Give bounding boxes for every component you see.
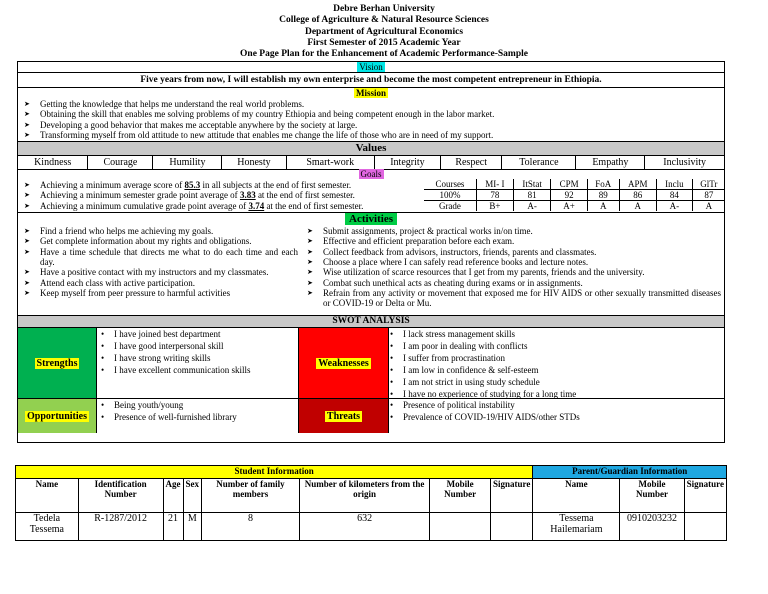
activity-item: ➤ Choose a place where I can safely read reference books and lecture notes. <box>301 257 721 267</box>
weakness-item: • I am not strict in using study schedule <box>386 376 724 388</box>
weaknesses-content <box>389 328 724 399</box>
activity-item: ➤ Have a positive contact with my instructors and my classmates. <box>18 267 298 277</box>
grades-row <box>424 179 725 190</box>
activity-item: ➤ Refrain from any activity or movement that exposed me for HIV AIDS or other sexually transmitted diseases or COVID-19 or Delta or Mu. <box>301 288 721 309</box>
parent-column-header: Signature <box>684 479 726 513</box>
strengths-list <box>97 328 298 376</box>
goal-target-value: 3.83 <box>239 190 256 201</box>
activity-item: ➤ Combat such unethical acts as cheating during exams or in assignments. <box>301 278 721 288</box>
activity-item: ➤ Submit assignments, project & practical works in/on time. <box>301 226 721 236</box>
mission-item: ➤ Obtaining the skill that enables me solving problems of my country Ethiopia and being competent enough in the labor market. <box>18 109 724 119</box>
goal-item <box>18 190 423 200</box>
student-column-header: Number of family members <box>202 479 300 513</box>
student-info-cell: M <box>183 513 202 541</box>
opportunities-label: Opportunities <box>26 410 87 422</box>
parent-column-header: Name <box>533 479 620 513</box>
student-column-header: Sex <box>183 479 202 513</box>
goal-text: Achieving a minimum semester grade point average of <box>40 190 240 201</box>
student-column-header: Number of kilometers from the origin <box>299 479 429 513</box>
grades-cell: Inclu <box>656 179 692 190</box>
mission-item: ➤ Getting the knowledge that helps me understand the real world problems. <box>18 99 724 109</box>
grades-cell: A <box>587 201 619 212</box>
activities-heading-row <box>18 213 724 226</box>
grades-cell: 78 <box>476 190 513 201</box>
weakness-item: • I lack stress management skills <box>386 328 724 340</box>
activity-item: ➤ Get complete information about my rights and obligations. <box>18 236 298 246</box>
activities-right-list <box>301 226 721 308</box>
grades-cell: ItStat <box>513 179 550 190</box>
student-column-header: Identification Number <box>78 479 163 513</box>
opportunities-list <box>97 399 298 423</box>
weakness-item: • I am poor in dealing with conflicts <box>386 340 724 352</box>
strengths-content <box>97 328 299 399</box>
grades-cell: MI- I <box>476 179 513 190</box>
grades-cell: A- <box>656 201 692 212</box>
strengths-label: Strengths <box>36 357 78 369</box>
student-info-heading: Student Information <box>16 466 533 479</box>
department-name: Department of Agricultural Economics <box>304 27 464 37</box>
weakness-item: • I have no experience of studying for a long time <box>386 388 724 400</box>
value-cell: Inclusivity <box>645 156 724 169</box>
student-column-header: Signature <box>491 479 533 513</box>
goal-text: at the end of first semester. <box>264 200 364 211</box>
parent-column-header: Mobile Number <box>620 479 684 513</box>
grades-cell: 86 <box>619 190 656 201</box>
parent-info-heading: Parent/Guardian Information <box>533 466 727 479</box>
threats-content <box>389 399 724 433</box>
semester-line: First Semester of 2015 Academic Year <box>307 38 461 48</box>
opportunity-item: • Presence of well-furnished library <box>97 411 298 423</box>
information-data-row <box>16 513 727 541</box>
activity-item: ➤ Attend each class with active participation. <box>18 278 298 288</box>
swot-heading: SWOT ANALYSIS <box>18 316 724 328</box>
grades-row <box>424 201 725 212</box>
strengths-cell <box>18 328 97 399</box>
grades-cell: 100% <box>424 190 476 201</box>
value-cell: Courage <box>88 156 153 169</box>
grades-cell: CPM <box>551 179 588 190</box>
goal-text: Achieving a minimum cumulative grade point average of <box>40 200 249 211</box>
student-info-cell <box>491 513 533 541</box>
values-table <box>18 156 724 169</box>
student-column-header: Name <box>16 479 79 513</box>
strength-item: • I have strong writing skills <box>97 352 298 364</box>
student-info-cell: Tedela Tessema <box>16 513 79 541</box>
goal-target-value: 85.3 <box>184 180 201 191</box>
goals-section <box>18 179 724 213</box>
student-info-cell: 632 <box>299 513 429 541</box>
mission-item: ➤ Transforming myself from old attitude to new attitude that enables me change the life of those who are in need of my support. <box>18 130 724 140</box>
grades-cell: 87 <box>692 190 725 201</box>
grades-cell: 89 <box>587 190 619 201</box>
weaknesses-cell <box>299 328 389 399</box>
goal-text: at the end of first semester. <box>255 190 355 201</box>
goal-text: in all subjects at the end of first semester. <box>200 180 352 191</box>
grades-cell: GlTr <box>692 179 725 190</box>
plan-title: One Page Plan for the Enhancement of Academic Performance-Sample <box>240 49 528 59</box>
value-cell: Integrity <box>374 156 440 169</box>
threats-label: Threats <box>326 410 361 422</box>
student-column-header: Mobile Number <box>430 479 491 513</box>
opportunities-content <box>97 399 299 433</box>
parent-info-cell: Tessema Hailemariam <box>533 513 620 541</box>
vision-statement: Five years from now, I will establish my own enterprise and become the most competent entrepreneur in Ethiopia. <box>18 73 724 88</box>
swot-grid <box>18 328 724 433</box>
strength-item: • I have excellent communication skills <box>97 364 298 376</box>
grades-row <box>424 190 725 201</box>
parent-info-cell <box>684 513 726 541</box>
goals-heading-row <box>18 169 724 179</box>
weaknesses-list <box>386 328 724 400</box>
activities-heading: Activities <box>345 213 397 225</box>
grades-cell: 84 <box>656 190 692 201</box>
grades-cell: 92 <box>551 190 588 201</box>
threats-cell <box>299 399 389 433</box>
activity-item: ➤ Find a friend who helps me achieving my goals. <box>18 226 298 236</box>
mission-list <box>18 99 724 140</box>
activity-item: ➤ Effective and efficient preparation before each exam. <box>301 236 721 246</box>
goal-text: Achieving a minimum average score of <box>40 180 185 191</box>
grades-table <box>424 179 725 211</box>
vision-heading-row <box>18 62 724 73</box>
activity-item: ➤ Wise utilization of scarce resources that I get from my parents, friends and the university. <box>301 267 721 277</box>
student-info-cell: 8 <box>202 513 300 541</box>
goals-heading: Goals <box>360 169 382 180</box>
threat-item: • Presence of political instability <box>386 399 724 411</box>
grades-cell: B+ <box>476 201 513 212</box>
value-cell: Empathy <box>576 156 645 169</box>
information-table <box>15 465 727 541</box>
vision-heading: Vision <box>359 62 383 72</box>
value-cell: Tolerance <box>502 156 576 169</box>
university-name: Debre Berhan University <box>333 4 435 14</box>
value-cell: Kindness <box>18 156 88 169</box>
goal-item <box>18 180 423 190</box>
values-heading: Values <box>18 142 724 156</box>
grades-cell: A- <box>513 201 550 212</box>
college-name: College of Agriculture & Natural Resource Sciences <box>279 15 489 25</box>
grades-cell: FoA <box>587 179 619 190</box>
goal-target-value: 3.74 <box>248 200 265 211</box>
student-info-cell: R-1287/2012 <box>78 513 163 541</box>
values-row <box>18 156 724 169</box>
grades-cell: A <box>619 201 656 212</box>
threat-item: • Prevalence of COVID-19/HIV AIDS/other STDs <box>386 411 724 423</box>
mission-item: ➤ Developing a good behavior that makes me acceptable anywhere by the society at large. <box>18 120 724 130</box>
grades-cell: Grade <box>424 201 476 212</box>
grades-cell: APM <box>619 179 656 190</box>
value-cell: Smart-work <box>286 156 374 169</box>
activity-item: ➤ Have a time schedule that directs me what to do each time and each day. <box>18 247 298 268</box>
goal-item <box>18 201 423 211</box>
value-cell: Honesty <box>222 156 286 169</box>
grades-cell: Courses <box>424 179 476 190</box>
student-info-cell <box>430 513 491 541</box>
value-cell: Respect <box>440 156 501 169</box>
mission-heading: Mission <box>355 88 386 98</box>
goals-list <box>18 180 423 211</box>
weaknesses-label: Weaknesses <box>318 357 369 369</box>
activity-item: ➤ Collect feedback from advisors, instructors, friends, parents and classmates. <box>301 247 721 257</box>
activity-item: ➤ Keep myself from peer pressure to harmful activities <box>18 288 298 298</box>
opportunity-item: • Being youth/young <box>97 399 298 411</box>
student-info-cell: 21 <box>163 513 183 541</box>
plan-frame <box>17 61 725 443</box>
student-column-header: Age <box>163 479 183 513</box>
grades-cell: A+ <box>551 201 588 212</box>
grades-cell: A <box>692 201 725 212</box>
mission-section <box>18 99 724 142</box>
information-header-row <box>16 479 727 513</box>
weakness-item: • I am low in confidence & self-esteem <box>386 364 724 376</box>
mission-heading-row <box>18 88 724 99</box>
strength-item: • I have good interpersonal skill <box>97 340 298 352</box>
grades-cell: 81 <box>513 190 550 201</box>
activities-left-list <box>18 226 298 298</box>
weakness-item: • I suffer from procrastination <box>386 352 724 364</box>
value-cell: Humility <box>153 156 222 169</box>
strength-item: • I have joined best department <box>97 328 298 340</box>
threats-list <box>386 399 724 423</box>
opportunities-cell <box>18 399 97 433</box>
activities-section <box>18 226 724 316</box>
parent-info-cell: 0910203232 <box>620 513 684 541</box>
